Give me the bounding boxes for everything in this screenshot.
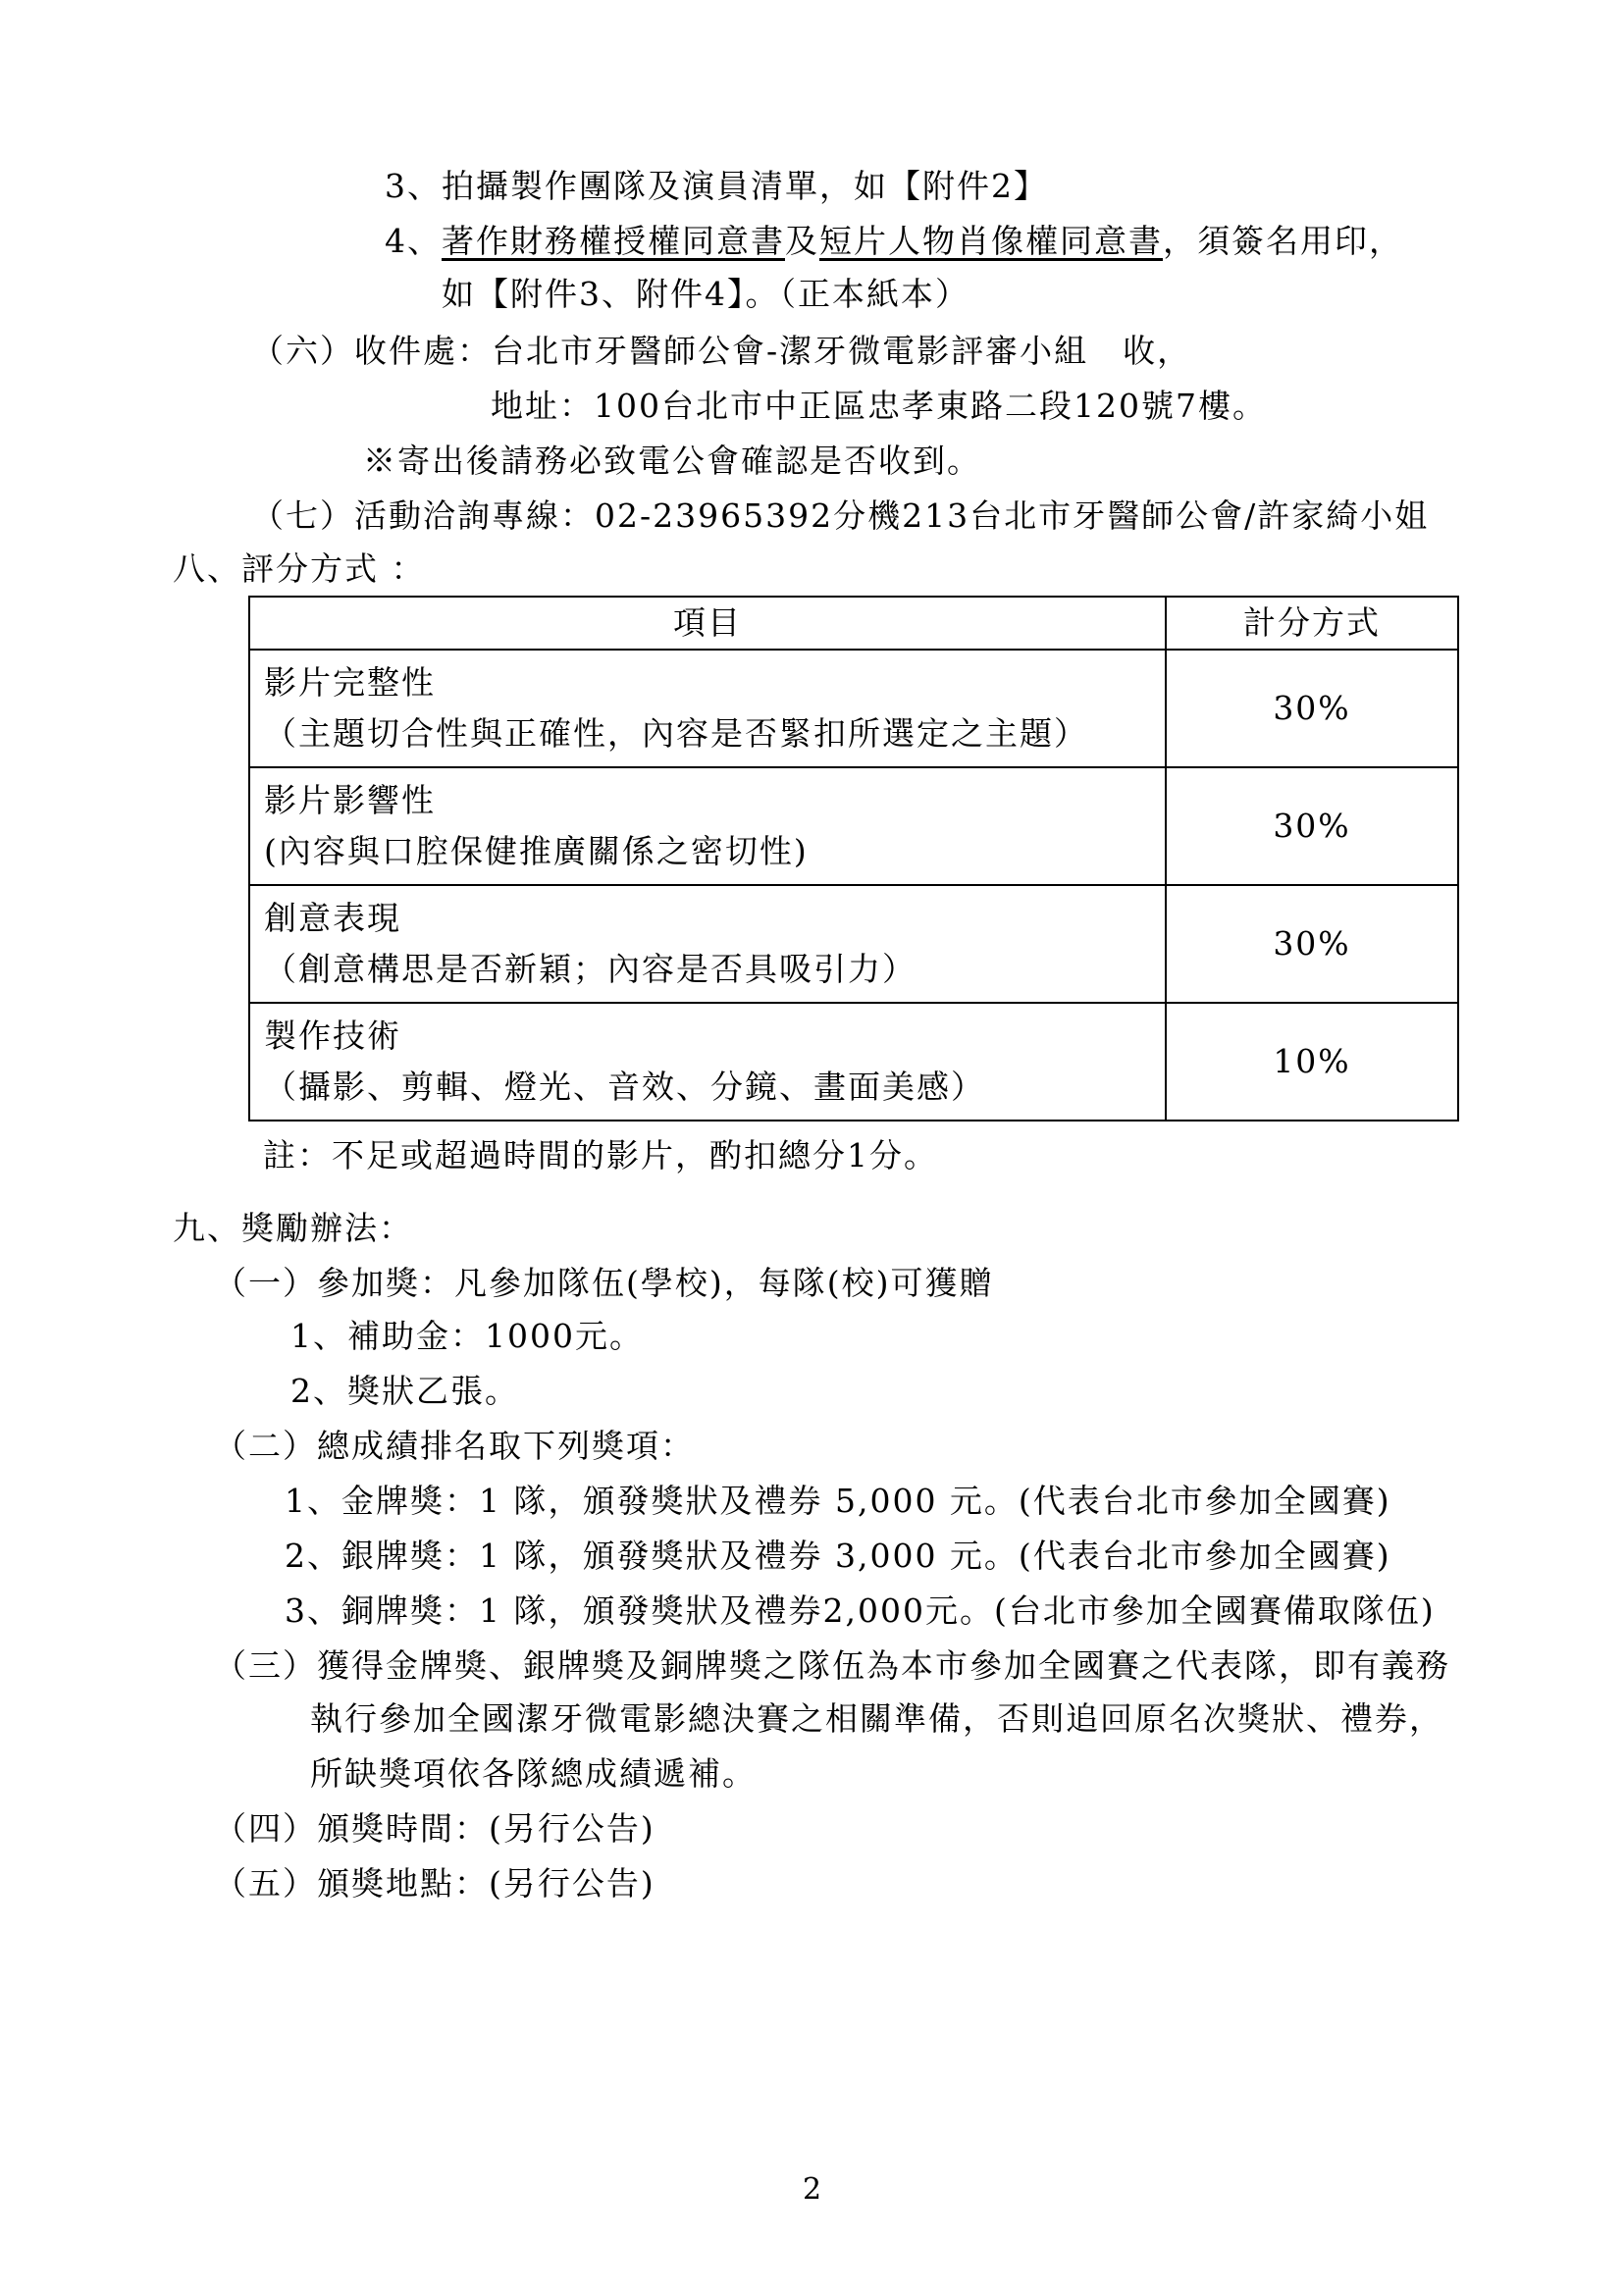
criterion-score: 30%	[1166, 650, 1458, 767]
criterion-title: 製作技術	[264, 1017, 401, 1055]
criterion-score: 10%	[1166, 1003, 1458, 1121]
section-9-1-certificate: 2、獎狀乙張。	[290, 1372, 519, 1410]
criterion-title: 影片完整性	[264, 663, 436, 702]
section-6-receiver: （六）收件處：台北市牙醫師公會-潔牙微電影評審小組 收，	[251, 332, 1192, 370]
table-row	[249, 767, 1458, 885]
table-row	[249, 650, 1458, 767]
gold-award: 1、金牌獎：1 隊，頒發獎狀及禮券 5,000 元。(代表台北市參加全國賽)	[285, 1482, 1391, 1520]
item-4-and: 及	[785, 222, 819, 260]
header-item: 項目	[249, 597, 1166, 650]
section-7-contact: （七）活動洽詢專線：02-23965392分機213台北市牙醫師公會/許家綺小姐	[251, 496, 1430, 535]
copyright-consent-link: 著作財務權授權同意書	[442, 222, 785, 260]
header-score-method: 計分方式	[1166, 597, 1458, 650]
criterion-desc: (內容與口腔保健推廣關係之密切性)	[264, 832, 809, 870]
section-9-2-ranking: （二）總成績排名取下列獎項：	[214, 1427, 695, 1465]
bronze-award: 3、銅牌獎：1 隊，頒發獎狀及禮券2,000元。(台北市參加全國賽備取隊伍)	[285, 1591, 1436, 1630]
silver-award: 2、銀牌獎：1 隊，頒發獎狀及禮券 3,000 元。(代表台北市參加全國賽)	[285, 1537, 1391, 1575]
criterion-title: 影片影響性	[264, 781, 436, 819]
table-footnote: 註：不足或超過時間的影片，酌扣總分1分。	[263, 1136, 938, 1174]
criterion-cell	[249, 1003, 1166, 1121]
criterion-cell	[249, 767, 1166, 885]
table-row	[249, 885, 1458, 1003]
criterion-desc: （創意構思是否新穎；內容是否具吸引力）	[264, 950, 917, 988]
item-4-suffix: ，須簽名用印，	[1163, 222, 1403, 260]
criterion-cell	[249, 885, 1166, 1003]
section-6-address: 地址：100台北市中正區忠孝東路二段120號7樓。	[491, 387, 1267, 425]
criterion-cell	[249, 650, 1166, 767]
criterion-score: 30%	[1166, 885, 1458, 1003]
criterion-title: 創意表現	[264, 899, 401, 937]
item-4-attachment-note: 如【附件3、附件4】。（正本紙本）	[442, 275, 969, 313]
item-3-team-list: 3、拍攝製作團隊及演員清單，如【附件2】	[385, 167, 1048, 205]
page-number: 2	[802, 2172, 822, 2207]
scoring-table	[248, 596, 1459, 1121]
item-4-consent-forms	[385, 222, 1403, 261]
item-4-prefix: 4、	[385, 222, 442, 260]
section-8-heading: 八、評分方式 ：	[173, 549, 426, 588]
table-header-row	[249, 597, 1458, 650]
section-9-heading: 九、獎勵辦法：	[173, 1209, 413, 1247]
section-9-1-subsidy: 1、補助金：1000元。	[290, 1317, 644, 1355]
section-9-5-award-location: （五）頒獎地點：(另行公告)	[214, 1864, 655, 1903]
criterion-desc: （攝影、剪輯、燈光、音效、分鏡、畫面美感）	[264, 1068, 985, 1106]
criterion-score: 30%	[1166, 767, 1458, 885]
section-6-reminder: ※寄出後請務必致電公會確認是否收到。	[363, 442, 981, 480]
criterion-desc: （主題切合性與正確性，內容是否緊扣所選定之主題）	[264, 714, 1088, 753]
section-9-4-award-time: （四）頒獎時間：(另行公告)	[214, 1809, 655, 1848]
portrait-consent-link: 短片人物肖像權同意書	[819, 222, 1163, 260]
section-9-3-line-1: （三）獲得金牌獎、銀牌獎及銅牌獎之隊伍為本市參加全國賽之代表隊，即有義務	[214, 1646, 1450, 1685]
table-row	[249, 1003, 1458, 1121]
section-9-3-line-3: 所缺獎項依各隊總成績遞補。	[310, 1754, 757, 1793]
section-9-1-participation: （一）參加獎：凡參加隊伍(學校)，每隊(校)可獲贈	[214, 1264, 994, 1302]
section-9-3-line-2: 執行參加全國潔牙微電影總決賽之相關準備，否則追回原名次獎狀、禮券，	[310, 1699, 1443, 1738]
